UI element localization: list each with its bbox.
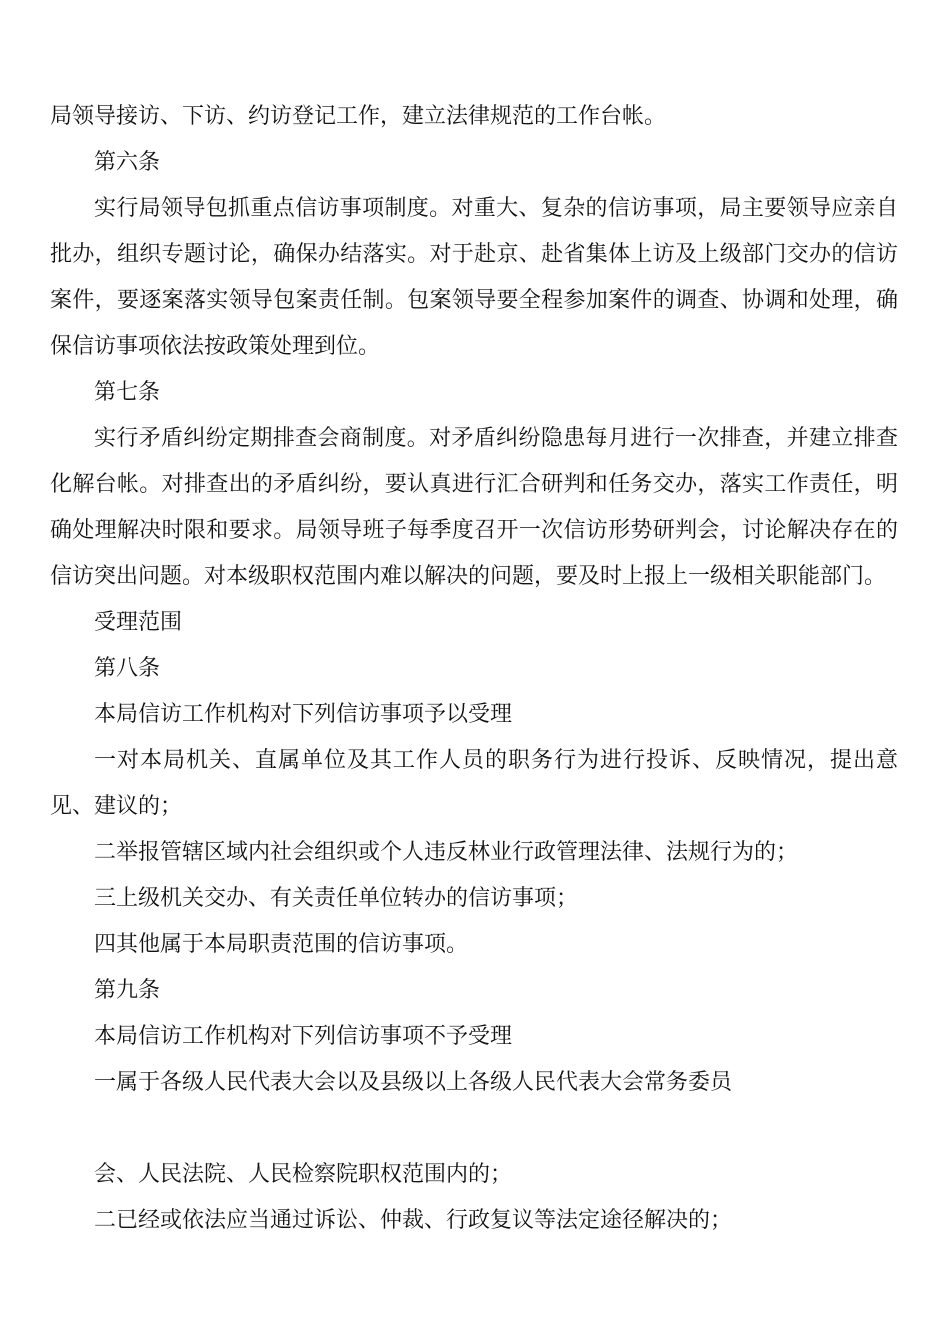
article-heading-6: 第六条 [94,150,161,175]
paragraph-continuation: 局领导接访、下访、约访登记工作，建立法律规范的工作台帐。 [50,104,667,129]
list-item-8-2: 二举报管辖区域内社会组织或个人违反林业行政管理法律、法规行为的； [94,840,799,865]
paragraph-article-8-intro: 本局信访工作机构对下列信访事项予以受理 [94,702,513,727]
section-heading-scope: 受理范围 [94,610,183,635]
list-item-9-2: 二已经或依法应当通过诉讼、仲裁、行政复议等法定途径解决的； [94,1208,733,1233]
list-item-8-1: 一对本局机关、直属单位及其工作人员的职务行为进行投诉、反映情况，提出意见、建议的； [50,748,898,819]
article-heading-9: 第九条 [94,978,161,1003]
article-heading-8: 第八条 [94,656,161,681]
article-heading-7: 第七条 [94,380,161,405]
list-item-8-3: 三上级机关交办、有关责任单位转办的信访事项； [94,886,579,911]
list-item-9-1-part1: 一属于各级人民代表大会以及县级以上各级人民代表大会常务委员 [94,1070,733,1095]
blank-line [50,1106,898,1152]
paragraph-article-6: 实行局领导包抓重点信访事项制度。对重大、复杂的信访事项，局主要领导应亲自批办，组织专题讨论，确保办结落实。对于赴京、赴省集体上访及上级部门交办的信访案件，要逐案落实领导包案责任制。包案领导要全程参加案件的调查、协调和处理，确保信访事项依法按政策处理到位。 [50,196,898,359]
document-body [50,94,898,1244]
paragraph-article-7: 实行矛盾纠纷定期排查会商制度。对矛盾纠纷隐患每月进行一次排查，并建立排查化解台帐。对排查出的矛盾纠纷，要认真进行汇合研判和任务交办，落实工作责任，明确处理解决时限和要求。局领导班子每季度召开一次信访形势研判会，讨论解决存在的信访突出问题。对本级职权范围内难以解决的问题，要及时上报上一级相关职能部门。 [50,426,898,589]
list-item-8-4: 四其他属于本局职责范围的信访事项。 [94,932,469,957]
paragraph-article-9-intro: 本局信访工作机构对下列信访事项不予受理 [94,1024,513,1049]
list-item-9-1-part2: 会、人民法院、人民检察院职权范围内的； [94,1162,513,1187]
